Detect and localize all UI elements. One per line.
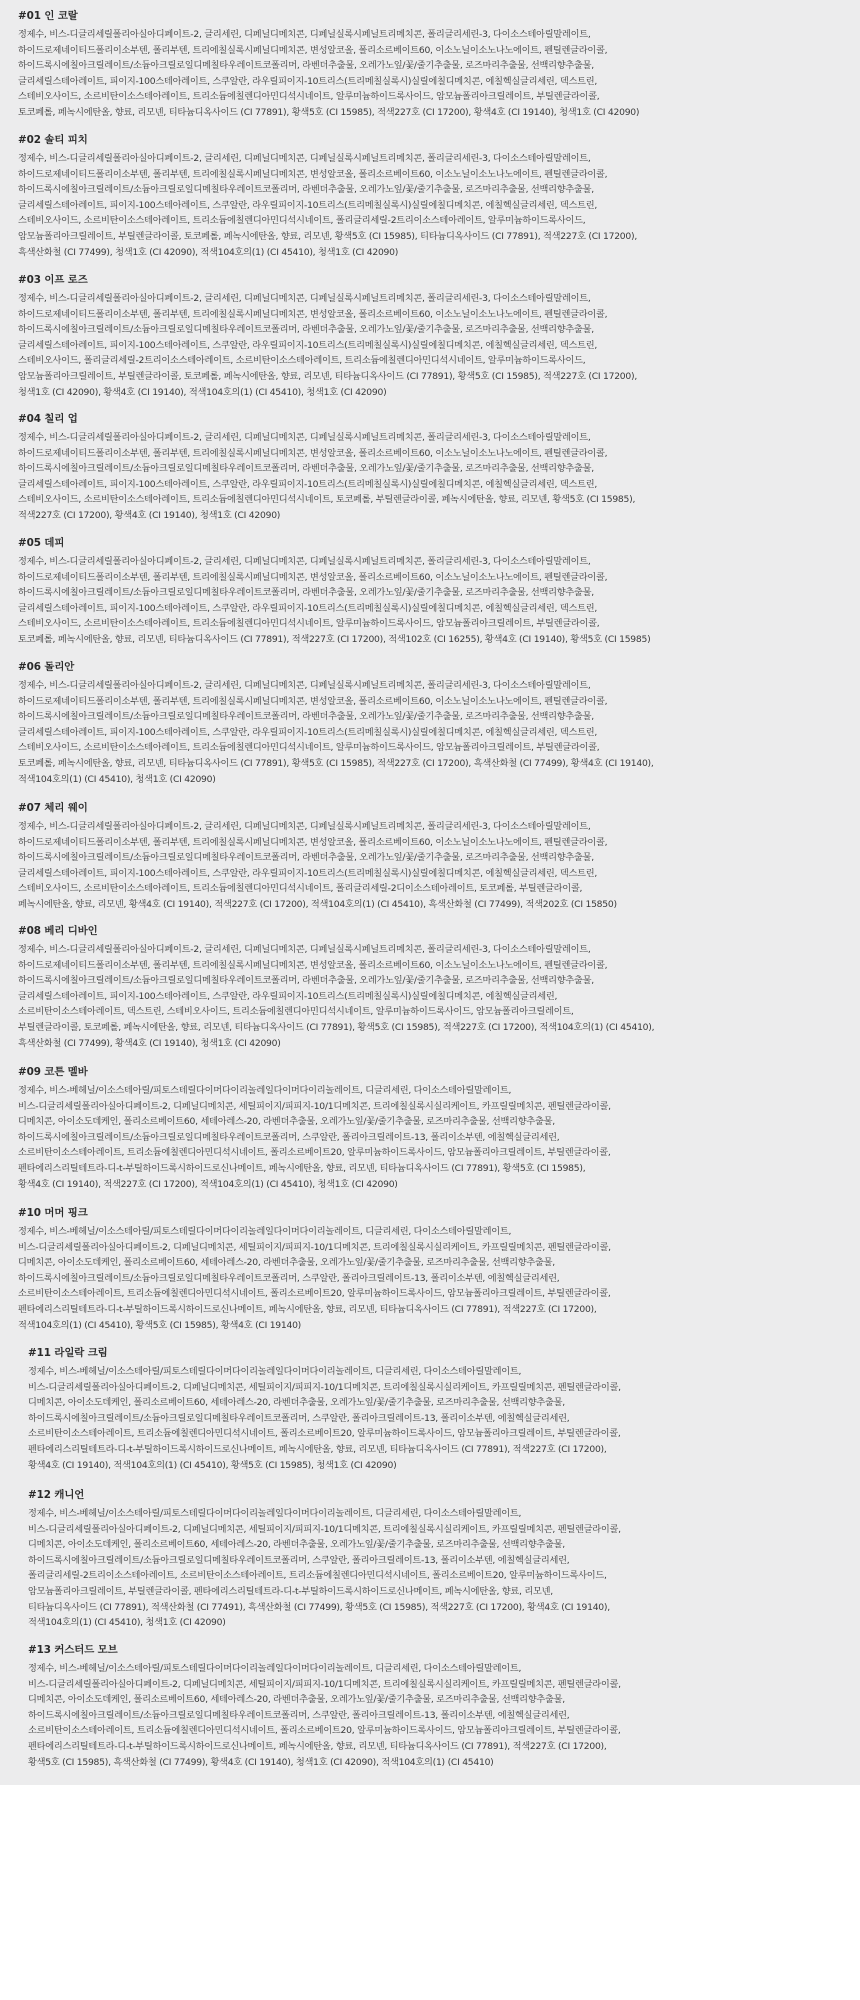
ingredient-line: 글리세릴스테아레이트, 피이지-100스테아레이트, 스쿠알란, 라우릴피이지-10트리스(트리메칠실록시)실릴에칠디메치콘, 에칠헥실글리세린, 덱스트린,: [18, 726, 598, 738]
ingredient-line: 암모늄폴리아크릴레이트, 부틸렌글라이콜, 펜타에리스리틸테트라-디-t-부틸하이드록시하이드로신나메이트, 페녹시에탄올, 향료, 리모넨,: [28, 1585, 553, 1597]
ingredient-line: 적색104호의(1) (CI 45410), 청색1호 (CI 42090): [18, 773, 216, 785]
shade-section-04: [18, 411, 850, 524]
ingredient-line: 정제수, 비스-베헤닐/이소스테아릴/피토스테릴다이머다이리놀레일다이머다이리놀레이트, 디글리세린, 다이소스테아릴말레이트,: [28, 1508, 522, 1519]
ingredient-line: 펜타에리스리틸테트라-디-t-부틸하이드록시하이드로신나메이트, 페녹시에탄올, 향료, 리모넨, 티타늄디옥사이드 (CI 77891), 적색227호 (CI 17200),: [18, 1303, 597, 1315]
ingredient-line: 스테비오사이드, 폴리글리세릴-2트리이소스테아레이트, 소르비탄이소스테아레이트, 트리소듐에칠렌디아민디석시네이트, 알루미늄하이드록사이드,: [18, 355, 586, 367]
ingredient-line: 정제수, 비스-베헤닐/이소스테아릴/피토스테릴다이머다이리놀레일다이머다이리놀레이트, 디글리세린, 다이소스테아릴말레이트,: [28, 1366, 522, 1377]
ingredient-line: 부틸렌글라이콜, 토코페롤, 페녹시에탄올, 향료, 리모넨, 티타늄디옥사이드 (CI 77891), 황색5호 (CI 15985), 적색227호 (CI 17200), 적색104호의(1) (CI 45410),: [18, 1021, 655, 1033]
ingredient-list: [18, 819, 850, 913]
ingredient-line: 하이드록시에칠아크릴레이트/소듐아크릴로일디메칠타우레이트코폴리머, 라벤더추출물, 오레가노잎/꽃/줄기추출물, 로즈마리추출물, 선백리향추출물,: [18, 463, 594, 475]
ingredient-line: 하이드로제네이티드폴리이소부텐, 폴리부텐, 트리에칠실록시페닐디메치콘, 변성알코올, 폴리소르베이트60, 이소노닐이소노나노에이트, 펜틸렌글라이콜,: [18, 571, 608, 583]
ingredient-line: 하이드록시에칠아크릴레이트/소듐아크릴로일디메칠타우레이트코폴리머, 스쿠알란, 폴리아크릴레이트-13, 폴리이소부텐, 에칠헥실글리세린,: [28, 1554, 570, 1566]
ingredient-line: 스테비오사이드, 소르비탄이소스테아레이트, 트리소듐에칠렌디아민디석시네이트, 토코페롤, 부틸렌글라이콜, 페녹시에탄올, 향료, 리모넨, 황색5호 (CI 15985),: [18, 494, 636, 506]
ingredient-line: 하이드록시에칠아크릴레이트/소듐아크릴로일디메칠타우레이트코폴리머, 라벤더추출물, 오레가노잎/꽃/줄기추출물, 로즈마리추출물, 선백리향추출물,: [18, 324, 594, 336]
shade-title: #01 인 코랄: [18, 10, 78, 22]
shade-section-05: [18, 535, 850, 648]
ingredient-line: 글리세릴스테아레이트, 피이지-100스테아레이트, 스쿠알란, 라우릴피이지-10트리스(트리메칠실록시)실릴에칠디메치콘, 에칠헥실글리세린, 덱스트린,: [18, 199, 598, 211]
ingredient-line: 비스-디글리세릴폴리아실아디페이트-2, 디페닐디메치콘, 세틸피이지/피피지-10/1디메치콘, 트리에칠실록시실리케이트, 카프릴릴메치콘, 펜틸렌글라이콜,: [18, 1241, 611, 1253]
ingredient-list: [18, 554, 850, 648]
ingredient-line: 펜타에리스리틸테트라-디-t-부틸하이드록시하이드로신나메이트, 페녹시에탄올, 향료, 리모넨, 티타늄디옥사이드 (CI 77891), 적색227호 (CI 17200),: [28, 1443, 607, 1455]
shade-title: #05 데피: [18, 537, 65, 549]
shade-title: #07 체리 웨이: [18, 802, 88, 814]
ingredient-line: 디메치콘, 아이소도데케인, 폴리소르베이트60, 세테아레스-20, 라벤더추출물, 오레가노잎/꽃/줄기추출물, 로즈마리추출물, 선백리향추출물,: [28, 1539, 565, 1551]
ingredient-line: 하이드록시에칠아크릴레이트/소듐아크릴로일디메칠타우레이트코폴리머, 라벤더추출물, 오레가노잎/꽃/줄기추출물, 로즈마리추출물, 선백리향추출물,: [18, 184, 594, 196]
ingredient-list: [18, 151, 850, 260]
ingredient-line: 펜타에리스리틸테트라-디-t-부틸하이드록시하이드로신나메이트, 페녹시에탄올, 향료, 리모넨, 티타늄디옥사이드 (CI 77891), 황색5호 (CI 15985),: [18, 1162, 586, 1174]
ingredient-line: 글리세릴스테아레이트, 피이지-100스테아레이트, 스쿠알란, 라우릴피이지-10트리스(트리메칠실록시)실릴에칠디메치콘, 에칠헥실글리세린, 덱스트린,: [18, 75, 598, 87]
ingredient-line: 비스-디글리세릴폴리아실아디페이트-2, 디페닐디메치콘, 세틸피이지/피피지-10/1디메치콘, 트리에칠실록시실리케이트, 카프릴릴메치콘, 펜틸렌글라이콜,: [28, 1678, 621, 1690]
shade-section-08: [18, 923, 850, 1051]
ingredient-line: 토코페롤, 페녹시에탄올, 향료, 리모넨, 티타늄디옥사이드 (CI 77891), 적색227호 (CI 17200), 적색102호 (CI 16255), 황색4호 (CI 19140), 황색5호 (CI 15985): [18, 633, 651, 645]
ingredient-line: 소르비탄이소스테아레이트, 덱스트린, 스테비오사이드, 트리소듐에칠렌디아민디석시네이트, 알루미늄하이드록사이드, 암모늄폴리아크릴레이트,: [18, 1006, 574, 1018]
ingredient-line: 암모늄폴리아크릴레이트, 부틸렌글라이콜, 토코페롤, 페녹시에탄올, 향료, 리모넨, 티타늄디옥사이드 (CI 77891), 황색5호 (CI 15985), 적색227호 (CI 17200),: [18, 370, 637, 382]
ingredient-list: [28, 1364, 850, 1473]
ingredient-list: [28, 1661, 850, 1770]
ingredient-line: 하이드록시에칠아크릴레이트/소듐아크릴로일디메칠타우레이트코폴리머, 스쿠알란, 폴리아크릴레이트-13, 폴리이소부텐, 에칠헥실글리세린,: [28, 1412, 570, 1424]
ingredient-line: 티타늄디옥사이드 (CI 77891), 적색산화철 (CI 77491), 흑색산화철 (CI 77499), 황색5호 (CI 15985), 적색227호 (CI 17200), 황색4호 (CI 19140),: [28, 1601, 610, 1613]
ingredient-line: 소르비탄이소스테아레이트, 트리소듐에칠렌디아민디석시네이트, 폴리소르베이트20, 알루미늄하이드록사이드, 암모늄폴리아크릴레이트, 부틸렌글라이콜,: [18, 1147, 611, 1159]
shade-section-13: [28, 1642, 850, 1770]
ingredient-line: 정제수, 비스-디글리세릴폴리아실아디페이트-2, 글리세린, 디페닐디메치콘, 디페닐실록시페닐트리메치콘, 폴리글리세린-3, 다이소스테아릴말레이트,: [18, 432, 591, 443]
shade-section-02: [18, 132, 850, 260]
ingredient-line: 하이드록시에칠아크릴레이트/소듐아크릴로일디메칠타우레이트코폴리머, 스쿠알란, 폴리아크릴레이트-13, 폴리이소부텐, 에칠헥실글리세린,: [18, 1272, 560, 1284]
ingredient-line: 폴리글리세릴-2트리이소스테아레이트, 소르비탄이소스테아레이트, 트리소듐에칠렌디아민디석시네이트, 폴리소르베이트20, 알루미늄하이드록사이드,: [28, 1570, 607, 1582]
shade-section-09: [18, 1064, 850, 1192]
ingredient-line: 글리세릴스테아레이트, 피이지-100스테아레이트, 스쿠알란, 라우릴피이지-10트리스(트리메칠실록시)실릴에칠디메치콘, 에칠헥실글리세린,: [18, 990, 558, 1002]
ingredient-line: 정제수, 비스-디글리세릴폴리아실아디페이트-2, 글리세린, 디페닐디메치콘, 디페닐실록시페닐트리메치콘, 폴리글리세린-3, 다이소스테아릴말레이트,: [18, 29, 591, 40]
ingredient-line: 정제수, 비스-디글리세릴폴리아실아디페이트-2, 글리세린, 디페닐디메치콘, 디페닐실록시페닐트리메치콘, 폴리글리세린-3, 다이소스테아릴말레이트,: [18, 944, 591, 955]
ingredient-list: [28, 1506, 850, 1631]
ingredient-line: 하이드록시에칠아크릴레이트/소듐아크릴로일디메칠타우레이트코폴리머, 라벤더추출물, 오레가노잎/꽃/줄기추출물, 로즈마리추출물, 선백리향추출물,: [18, 587, 594, 599]
ingredient-line: 펜타에리스리틸테트라-디-t-부틸하이드록시하이드로신나메이트, 페녹시에탄올, 향료, 리모넨, 티타늄디옥사이드 (CI 77891), 적색227호 (CI 17200),: [28, 1740, 607, 1752]
ingredient-line: 디메치콘, 아이소도데케인, 폴리소르베이트60, 세테아레스-20, 라벤더추출물, 오레가노잎/꽃/줄기추출물, 로즈마리추출물, 선백리향추출물,: [28, 1397, 565, 1409]
shade-section-07: [18, 800, 850, 913]
ingredient-line: 하이드록시에칠아크릴레이트/소듐아크릴로일디메칠타우레이트코폴리머, 스쿠알란, 폴리아크릴레이트-13, 폴리이소부텐, 에칠헥실글리세린,: [18, 1131, 560, 1143]
shade-section-03: [18, 272, 850, 400]
shade-title: #13 커스터드 모브: [28, 1644, 118, 1656]
ingredient-line: 글리세릴스테아레이트, 피이지-100스테아레이트, 스쿠알란, 라우릴피이지-10트리스(트리메칠실록시)실릴에칠디메치콘, 에칠헥실글리세린, 덱스트린,: [18, 478, 598, 490]
ingredient-line: 정제수, 비스-디글리세릴폴리아실아디페이트-2, 글리세린, 디페닐디메치콘, 디페닐실록시페닐트리메치콘, 폴리글리세린-3, 다이소스테아릴말레이트,: [18, 556, 591, 567]
ingredient-line: 청색1호 (CI 42090), 황색4호 (CI 19140), 적색104호의(1) (CI 45410), 청색1호 (CI 42090): [18, 386, 387, 398]
ingredient-line: 비스-디글리세릴폴리아실아디페이트-2, 디페닐디메치콘, 세틸피이지/피피지-10/1디메치콘, 트리에칠실록시실리케이트, 카프릴릴메치콘, 펜틸렌글라이콜,: [18, 1100, 611, 1112]
ingredient-line: 하이드록시에칠아크릴레이트/소듐아크릴로일디메칠타우레이트코폴리머, 스쿠알란, 폴리아크릴레이트-13, 폴리이소부텐, 에칠헥실글리세린,: [28, 1709, 570, 1721]
ingredient-list: [18, 678, 850, 787]
ingredient-line: 하이드로제네이티드폴리이소부텐, 폴리부텐, 트리에칠실록시페닐디메치콘, 변성알코올, 폴리소르베이트60, 이소노닐이소노나노에이트, 펜틸렌글라이콜,: [18, 308, 608, 320]
ingredient-line: 적색104호의(1) (CI 45410), 청색1호 (CI 42090): [28, 1617, 226, 1629]
ingredient-line: 디메치콘, 아이소도데케인, 폴리소르베이트60, 세테아레스-20, 라벤더추출물, 오레가노잎/꽃/줄기추출물, 로즈마리추출물, 선백리향추출물,: [18, 1116, 555, 1128]
shade-title: #12 캐니언: [28, 1489, 85, 1501]
ingredient-line: 하이드로제네이티드폴리이소부텐, 폴리부텐, 트리에칠실록시페닐디메치콘, 변성알코올, 폴리소르베이트60, 이소노닐이소노나노에이트, 펜틸렌글라이콜,: [18, 836, 608, 848]
ingredient-line: 소르비탄이소스테아레이트, 트리소듐에칠렌디아민디석시네이트, 폴리소르베이트20, 알루미늄하이드록사이드, 암모늄폴리아크릴레이트, 부틸렌글라이콜,: [28, 1428, 621, 1440]
ingredient-line: 글리세릴스테아레이트, 피이지-100스테아레이트, 스쿠알란, 라우릴피이지-10트리스(트리메칠실록시)실릴에칠디메치콘, 에칠헥실글리세린, 덱스트린,: [18, 602, 598, 614]
ingredient-list: [18, 1083, 850, 1192]
ingredient-line: 하이드로제네이티드폴리이소부텐, 폴리부텐, 트리에칠실록시페닐디메치콘, 변성알코올, 폴리소르베이트60, 이소노닐이소노나노에이트, 펜틸렌글라이콜,: [18, 959, 608, 971]
shade-title: #04 칠리 업: [18, 413, 78, 425]
ingredient-line: 하이드록시에칠아크릴레이트/소듐아크릴로일디메칠타우레이트코폴리머, 라벤더추출물, 오레가노잎/꽃/줄기추출물, 로즈마리추출물, 선백리향추출물,: [18, 711, 594, 723]
ingredient-line: 스테비오사이드, 소르비탄이소스테아레이트, 트리소듐에칠렌디아민디석시네이트, 폴리글리세릴-2트리이소스테아레이트, 알루미늄하이드록사이드,: [18, 215, 586, 227]
ingredient-list: [18, 27, 850, 121]
ingredient-line: 스테비오사이드, 소르비탄이소스테아레이트, 트리소듐에칠렌디아민디석시네이트, 폴리글리세릴-2디이소스테아레이트, 토코페롤, 부틸렌글라이콜,: [18, 883, 583, 895]
shade-section-10: [18, 1205, 850, 1333]
ingredient-line: 스테비오사이드, 소르비탄이소스테아레이트, 트리소듐에칠렌디아민디석시네이트, 알루미늄하이드록사이드, 암모늄폴리아크릴레이트, 부틸렌글라이콜,: [18, 91, 600, 103]
shade-section-12: [28, 1487, 850, 1631]
shade-title: #03 이프 로즈: [18, 274, 88, 286]
ingredient-line: 소르비탄이소스테아레이트, 트리소듐에칠렌디아민디석시네이트, 폴리소르베이트20, 알루미늄하이드록사이드, 암모늄폴리아크릴레이트, 부틸렌글라이콜,: [18, 1288, 611, 1300]
ingredient-line: 정제수, 비스-베헤닐/이소스테아릴/피토스테릴다이머다이리놀레일다이머다이리놀레이트, 디글리세린, 다이소스테아릴말레이트,: [18, 1085, 512, 1096]
ingredient-list: [18, 291, 850, 400]
ingredient-line: 하이드로제네이티드폴리이소부텐, 폴리부텐, 트리에칠실록시페닐디메치콘, 변성알코올, 폴리소르베이트60, 이소노닐이소노나노에이트, 펜틸렌글라이콜,: [18, 44, 608, 56]
ingredient-line: 디메치콘, 아이소도데케인, 폴리소르베이트60, 세테아레스-20, 라벤더추출물, 오레가노잎/꽃/줄기추출물, 로즈마리추출물, 선백리향추출물,: [28, 1694, 565, 1706]
ingredient-line: 정제수, 비스-베헤닐/이소스테아릴/피토스테릴다이머다이리놀레일다이머다이리놀레이트, 디글리세린, 다이소스테아릴말레이트,: [18, 1226, 512, 1237]
ingredient-line: 하이드록시에칠아크릴레이트/소듐아크릴로일디메칠타우레이트코폴리머, 라벤더추출물, 오레가노잎/꽃/줄기추출물, 로즈마리추출물, 선백리향추출물,: [18, 852, 594, 864]
ingredient-list: [18, 430, 850, 524]
ingredient-line: 토코페롤, 페녹시에탄올, 향료, 리모넨, 티타늄디옥사이드 (CI 77891), 황색5호 (CI 15985), 적색227호 (CI 17200), 흑색산화철 (CI 77499), 황색4호 (CI 19140),: [18, 757, 654, 769]
ingredient-list: [18, 1224, 850, 1333]
ingredient-line: 페녹시에탄올, 향료, 리모넨, 황색4호 (CI 19140), 적색227호 (CI 17200), 적색104호의(1) (CI 45410), 흑색산화철 (CI 77499), 적색202호 (CI 15850): [18, 898, 617, 910]
ingredient-line: 정제수, 비스-디글리세릴폴리아실아디페이트-2, 글리세린, 디페닐디메치콘, 디페닐실록시페닐트리메치콘, 폴리글리세린-3, 다이소스테아릴말레이트,: [18, 153, 591, 164]
ingredient-line: 하이드로제네이티드폴리이소부텐, 폴리부텐, 트리에칠실록시페닐디메치콘, 변성알코올, 폴리소르베이트60, 이소노닐이소노나노에이트, 펜틸렌글라이콜,: [18, 447, 608, 459]
ingredient-line: 하이드로제네이티드폴리이소부텐, 폴리부텐, 트리에칠실록시페닐디메치콘, 변성알코올, 폴리소르베이트60, 이소노닐이소노나노에이트, 펜틸렌글라이콜,: [18, 168, 608, 180]
ingredient-line: 비스-디글리세릴폴리아실아디페이트-2, 디페닐디메치콘, 세틸피이지/피피지-10/1디메치콘, 트리에칠실록시실리케이트, 카프릴릴메치콘, 펜틸렌글라이콜,: [28, 1381, 621, 1393]
ingredient-line: 글리세릴스테아레이트, 피이지-100스테아레이트, 스쿠알란, 라우릴피이지-10트리스(트리메칠실록시)실릴에칠디메치콘, 에칠헥실글리세린, 덱스트린,: [18, 339, 598, 351]
ingredient-line: 하이드로제네이티드폴리이소부텐, 폴리부텐, 트리에칠실록시페닐디메치콘, 변성알코올, 폴리소르베이트60, 이소노닐이소노나노에이트, 펜틸렌글라이콜,: [18, 695, 608, 707]
ingredient-list: [18, 942, 850, 1051]
ingredient-line: 하이드록시에칠아크릴레이트/소듐아크릴로일디메칠타우레이트코폴리머, 라벤더추출물, 오레가노잎/꽃/줄기추출물, 로즈마리추출물, 선백리향추출물,: [18, 60, 594, 72]
ingredient-line: 하이드록시에칠아크릴레이트/소듐아크릴로일디메칠타우레이트코폴리머, 라벤더추출물, 오레가노잎/꽃/줄기추출물, 로즈마리추출물, 선백리향추출물,: [18, 975, 594, 987]
ingredient-line: 디메치콘, 아이소도데케인, 폴리소르베이트60, 세테아레스-20, 라벤더추출물, 오레가노잎/꽃/줄기추출물, 로즈마리추출물, 선백리향추출물,: [18, 1257, 555, 1269]
ingredient-line: 암모늄폴리아크릴레이트, 부틸렌글라이콜, 토코페롤, 페녹시에탄올, 향료, 리모넨, 황색5호 (CI 15985), 티타늄디옥사이드 (CI 77891), 적색227호 (CI 17200),: [18, 230, 637, 242]
shade-title: #09 코튼 멜바: [18, 1066, 88, 1078]
shade-title: #10 머머 핑크: [18, 1207, 88, 1219]
shade-title: #11 라일락 크림: [28, 1347, 108, 1359]
ingredient-line: 비스-디글리세릴폴리아실아디페이트-2, 디페닐디메치콘, 세틸피이지/피피지-10/1디메치콘, 트리에칠실록시실리케이트, 카프릴릴메치콘, 펜틸렌글라이콜,: [28, 1523, 621, 1535]
ingredient-line: 황색5호 (CI 15985), 흑색산화철 (CI 77499), 황색4호 (CI 19140), 청색1호 (CI 42090), 적색104호의(1) (CI 45410): [28, 1756, 494, 1768]
ingredient-line: 정제수, 비스-디글리세릴폴리아실아디페이트-2, 글리세린, 디페닐디메치콘, 디페닐실록시페닐트리메치콘, 폴리글리세린-3, 다이소스테아릴말레이트,: [18, 680, 591, 691]
shade-section-01: [18, 8, 850, 121]
ingredient-line: 흑색산화철 (CI 77499), 청색1호 (CI 42090), 적색104호의(1) (CI 45410), 청색1호 (CI 42090): [18, 246, 399, 258]
shade-section-06: [18, 659, 850, 787]
shade-section-11: [28, 1345, 850, 1473]
ingredient-line: 정제수, 비스-디글리세릴폴리아실아디페이트-2, 글리세린, 디페닐디메치콘, 디페닐실록시페닐트리메치콘, 폴리글리세린-3, 다이소스테아릴말레이트,: [18, 821, 591, 832]
shade-title: #02 솔티 피치: [18, 134, 88, 146]
ingredient-line: 스테비오사이드, 소르비탄이소스테아레이트, 트리소듐에칠렌디아민디석시네이트, 알루미늄하이드록사이드, 암모늄폴리아크릴레이트, 부틸렌글라이콜,: [18, 742, 600, 754]
ingredient-line: 적색227호 (CI 17200), 황색4호 (CI 19140), 청색1호 (CI 42090): [18, 509, 281, 521]
ingredient-line: 황색4호 (CI 19140), 적색104호의(1) (CI 45410), 황색5호 (CI 15985), 청색1호 (CI 42090): [28, 1459, 397, 1471]
ingredient-line: 글리세릴스테아레이트, 피이지-100스테아레이트, 스쿠알란, 라우릴피이지-10트리스(트리메칠실록시)실릴에칠디메치콘, 에칠헥실글리세린, 덱스트린,: [18, 867, 598, 879]
shade-title: #06 돌리안: [18, 661, 75, 673]
ingredient-line: 정제수, 비스-베헤닐/이소스테아릴/피토스테릴다이머다이리놀레일다이머다이리놀레이트, 디글리세린, 다이소스테아릴말레이트,: [28, 1663, 522, 1674]
shade-title: #08 베리 디바인: [18, 925, 98, 937]
ingredient-line: 소르비탄이소스테아레이트, 트리소듐에칠렌디아민디석시네이트, 폴리소르베이트20, 알루미늄하이드록사이드, 암모늄폴리아크릴레이트, 부틸렌글라이콜,: [28, 1725, 621, 1737]
ingredient-line: 정제수, 비스-디글리세릴폴리아실아디페이트-2, 글리세린, 디페닐디메치콘, 디페닐실록시페닐트리메치콘, 폴리글리세린-3, 다이소스테아릴말레이트,: [18, 293, 591, 304]
ingredient-line: 스테비오사이드, 소르비탄이소스테아레이트, 트리소듐에칠렌디아민디석시네이트, 알루미늄하이드록사이드, 암모늄폴리아크릴레이트, 부틸렌글라이콜,: [18, 618, 600, 630]
ingredient-line: 황색4호 (CI 19140), 적색227호 (CI 17200), 적색104호의(1) (CI 45410), 청색1호 (CI 42090): [18, 1178, 398, 1190]
ingredient-line: 흑색산화철 (CI 77499), 황색4호 (CI 19140), 청색1호 (CI 42090): [18, 1037, 281, 1049]
ingredient-line: 토코페롤, 페녹시에탄올, 향료, 리모넨, 티타늄디옥사이드 (CI 77891), 황색5호 (CI 15985), 적색227호 (CI 17200), 황색4호 (CI 19140), 청색1호 (CI 42090): [18, 106, 640, 118]
ingredient-line: 적색104호의(1) (CI 45410), 황색5호 (CI 15985), 황색4호 (CI 19140): [18, 1319, 302, 1331]
